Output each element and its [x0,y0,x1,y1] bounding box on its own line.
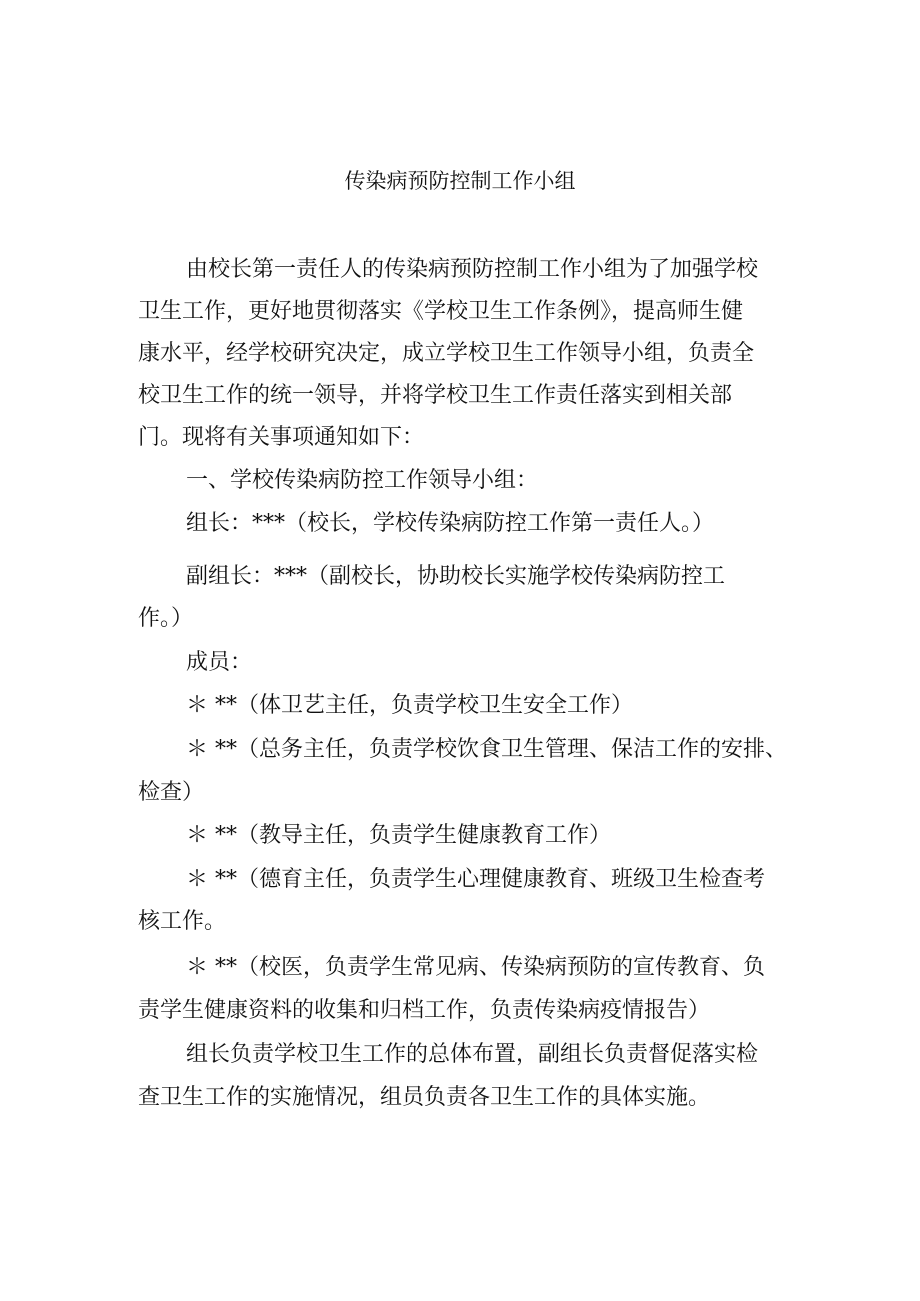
member-item-4-line-2: 核工作。 [138,909,227,934]
document-title: 传染病预防控制工作小组 [344,169,576,193]
group-leader-line: 组长：***（校长，学校传染病防控工作第一责任人。） [186,511,715,536]
paragraph-intro-line-3: 康水平，经学校研究决定，成立学校卫生工作领导小组，负责全 [138,341,755,366]
member-item-1: ＊ **（体卫艺主任，负责学校卫生安全工作） [186,693,633,718]
member-item-3: ＊ **（教导主任，负责学生健康教育工作） [186,823,611,848]
closing-paragraph-line-2: 查卫生工作的实施情况，组员负责各卫生工作的具体实施。 [138,1085,711,1110]
members-label: 成员： [186,650,253,675]
paragraph-intro-line-5: 门。现将有关事项通知如下： [138,425,425,450]
member-item-5-line-2: 责学生健康资料的收集和归档工作，负责传染病疫情报告） [138,998,711,1023]
member-item-2-line-2: 检查） [138,780,205,805]
paragraph-intro-line-1: 由校长第一责任人的传染病预防控制工作小组为了加强学校 [186,257,759,282]
paragraph-intro-line-4: 校卫生工作的统一领导，并将学校卫生工作责任落实到相关部 [138,383,733,408]
member-item-4-line-1: ＊ **（德育主任，负责学生心理健康教育、班级卫生检查考 [186,867,765,892]
closing-paragraph-line-1: 组长负责学校卫生工作的总体布置，副组长负责督促落实检 [186,1042,759,1067]
deputy-leader-line-2: 作。） [138,606,194,631]
member-item-2-line-1: ＊ **（总务主任，负责学校饮食卫生管理、保洁工作的安排、 [186,737,787,762]
member-item-5-line-1: ＊ **（校医，负责学生常见病、传染病预防的宣传教育、负 [186,955,765,980]
deputy-leader-line-1: 副组长：***（副校长，协助校长实施学校传染病防控工 [186,564,726,589]
paragraph-intro-line-2: 卫生工作，更好地贯彻落实《学校卫生工作条例》，提高师生健 [138,299,744,324]
section-heading: 一、学校传染病防控工作领导小组： [186,468,539,493]
